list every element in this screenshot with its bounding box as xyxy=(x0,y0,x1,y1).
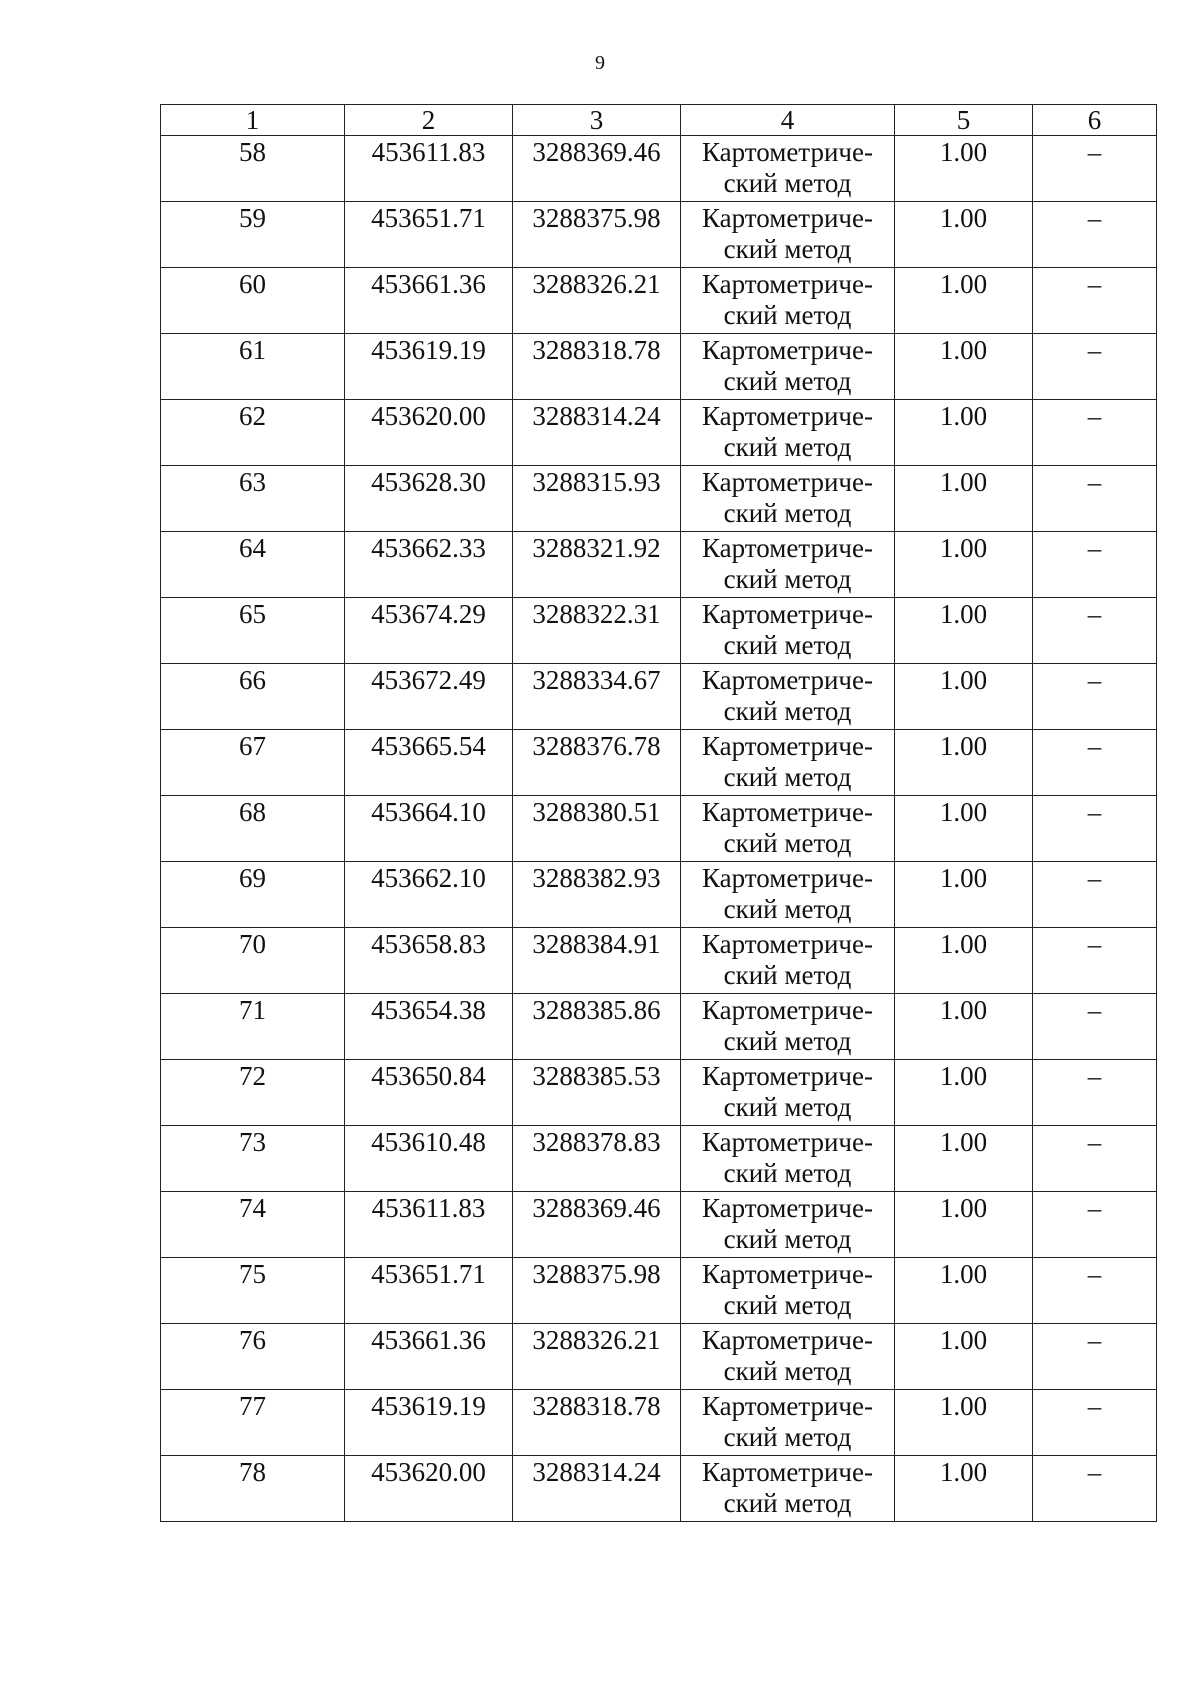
method-cell xyxy=(681,1456,895,1522)
coord-x-cell: 453628.30 xyxy=(345,466,513,532)
method-cell xyxy=(681,268,895,334)
coord-y-cell: 3288369.46 xyxy=(513,1192,681,1258)
coord-y-cell: 3288322.31 xyxy=(513,598,681,664)
coord-x-cell: 453619.19 xyxy=(345,1390,513,1456)
coord-y-cell: 3288384.91 xyxy=(513,928,681,994)
method-line-2: ский метод xyxy=(723,1488,852,1518)
accuracy-cell: 1.00 xyxy=(895,136,1033,202)
point-number-cell: 58 xyxy=(161,136,345,202)
point-number-cell: 63 xyxy=(161,466,345,532)
note-cell: – xyxy=(1033,1126,1157,1192)
header-col-1: 1 xyxy=(161,105,345,136)
accuracy-cell: 1.00 xyxy=(895,862,1033,928)
point-number-cell: 77 xyxy=(161,1390,345,1456)
method-line-2: ский метод xyxy=(723,234,852,264)
coord-x-cell: 453664.10 xyxy=(345,796,513,862)
accuracy-cell: 1.00 xyxy=(895,1192,1033,1258)
accuracy-cell: 1.00 xyxy=(895,268,1033,334)
coord-y-cell: 3288314.24 xyxy=(513,1456,681,1522)
point-number-cell: 60 xyxy=(161,268,345,334)
method-line-2: ский метод xyxy=(723,1422,852,1452)
method-cell xyxy=(681,334,895,400)
coord-y-cell: 3288380.51 xyxy=(513,796,681,862)
point-number-cell: 64 xyxy=(161,532,345,598)
coord-x-cell: 453672.49 xyxy=(345,664,513,730)
coordinates-table xyxy=(160,104,1157,1522)
method-line-1: Картометриче- xyxy=(702,665,873,695)
table-row xyxy=(161,334,1157,400)
table-row xyxy=(161,400,1157,466)
method-line-1: Картометриче- xyxy=(702,1325,873,1355)
point-number-cell: 67 xyxy=(161,730,345,796)
method-line-2: ский метод xyxy=(723,894,852,924)
method-cell xyxy=(681,796,895,862)
method-cell xyxy=(681,136,895,202)
method-line-1: Картометриче- xyxy=(702,203,873,233)
method-line-1: Картометриче- xyxy=(702,401,873,431)
note-cell: – xyxy=(1033,136,1157,202)
note-cell: – xyxy=(1033,1456,1157,1522)
header-col-6: 6 xyxy=(1033,105,1157,136)
coord-x-cell: 453661.36 xyxy=(345,268,513,334)
point-number-cell: 71 xyxy=(161,994,345,1060)
coord-y-cell: 3288326.21 xyxy=(513,268,681,334)
coord-y-cell: 3288385.86 xyxy=(513,994,681,1060)
coord-y-cell: 3288369.46 xyxy=(513,136,681,202)
table-row xyxy=(161,466,1157,532)
table-row xyxy=(161,532,1157,598)
method-line-2: ский метод xyxy=(723,1158,852,1188)
point-number-cell: 66 xyxy=(161,664,345,730)
accuracy-cell: 1.00 xyxy=(895,1456,1033,1522)
note-cell: – xyxy=(1033,862,1157,928)
method-line-1: Картометриче- xyxy=(702,335,873,365)
coord-y-cell: 3288321.92 xyxy=(513,532,681,598)
point-number-cell: 69 xyxy=(161,862,345,928)
accuracy-cell: 1.00 xyxy=(895,202,1033,268)
method-line-2: ский метод xyxy=(723,300,852,330)
method-line-1: Картометриче- xyxy=(702,533,873,563)
method-line-1: Картометриче- xyxy=(702,269,873,299)
method-line-1: Картометриче- xyxy=(702,797,873,827)
note-cell: – xyxy=(1033,1390,1157,1456)
accuracy-cell: 1.00 xyxy=(895,334,1033,400)
table-row xyxy=(161,1390,1157,1456)
table-row xyxy=(161,1456,1157,1522)
accuracy-cell: 1.00 xyxy=(895,928,1033,994)
method-cell xyxy=(681,532,895,598)
note-cell: – xyxy=(1033,1258,1157,1324)
method-line-2: ский метод xyxy=(723,1356,852,1386)
page-number: 9 xyxy=(595,52,605,74)
point-number-cell: 73 xyxy=(161,1126,345,1192)
coord-x-cell: 453650.84 xyxy=(345,1060,513,1126)
method-cell xyxy=(681,598,895,664)
note-cell: – xyxy=(1033,466,1157,532)
table-row xyxy=(161,796,1157,862)
method-cell xyxy=(681,730,895,796)
note-cell: – xyxy=(1033,1192,1157,1258)
method-cell xyxy=(681,664,895,730)
note-cell: – xyxy=(1033,202,1157,268)
coord-x-cell: 453619.19 xyxy=(345,334,513,400)
method-line-2: ский метод xyxy=(723,696,852,726)
method-line-1: Картометриче- xyxy=(702,467,873,497)
coord-y-cell: 3288334.67 xyxy=(513,664,681,730)
table-row xyxy=(161,730,1157,796)
method-line-1: Картометриче- xyxy=(702,995,873,1025)
coord-y-cell: 3288376.78 xyxy=(513,730,681,796)
table-row xyxy=(161,928,1157,994)
method-line-2: ский метод xyxy=(723,630,852,660)
coord-x-cell: 453620.00 xyxy=(345,400,513,466)
method-cell xyxy=(681,994,895,1060)
coord-x-cell: 453658.83 xyxy=(345,928,513,994)
coord-x-cell: 453661.36 xyxy=(345,1324,513,1390)
header-col-4: 4 xyxy=(681,105,895,136)
table-row xyxy=(161,994,1157,1060)
note-cell: – xyxy=(1033,400,1157,466)
accuracy-cell: 1.00 xyxy=(895,796,1033,862)
method-line-2: ский метод xyxy=(723,564,852,594)
coord-x-cell: 453611.83 xyxy=(345,136,513,202)
coord-y-cell: 3288378.83 xyxy=(513,1126,681,1192)
accuracy-cell: 1.00 xyxy=(895,1258,1033,1324)
method-line-1: Картометриче- xyxy=(702,137,873,167)
method-cell xyxy=(681,1324,895,1390)
point-number-cell: 72 xyxy=(161,1060,345,1126)
accuracy-cell: 1.00 xyxy=(895,730,1033,796)
accuracy-cell: 1.00 xyxy=(895,1324,1033,1390)
point-number-cell: 59 xyxy=(161,202,345,268)
method-line-1: Картометриче- xyxy=(702,731,873,761)
accuracy-cell: 1.00 xyxy=(895,664,1033,730)
method-line-2: ский метод xyxy=(723,762,852,792)
coord-y-cell: 3288375.98 xyxy=(513,202,681,268)
method-cell xyxy=(681,1258,895,1324)
method-line-2: ский метод xyxy=(723,366,852,396)
table-row xyxy=(161,136,1157,202)
header-col-3: 3 xyxy=(513,105,681,136)
coord-x-cell: 453674.29 xyxy=(345,598,513,664)
method-line-1: Картометриче- xyxy=(702,929,873,959)
coord-y-cell: 3288382.93 xyxy=(513,862,681,928)
method-cell xyxy=(681,862,895,928)
coord-y-cell: 3288315.93 xyxy=(513,466,681,532)
note-cell: – xyxy=(1033,664,1157,730)
note-cell: – xyxy=(1033,730,1157,796)
accuracy-cell: 1.00 xyxy=(895,994,1033,1060)
coord-y-cell: 3288314.24 xyxy=(513,400,681,466)
note-cell: – xyxy=(1033,1060,1157,1126)
accuracy-cell: 1.00 xyxy=(895,532,1033,598)
header-col-2: 2 xyxy=(345,105,513,136)
method-line-2: ский метод xyxy=(723,1290,852,1320)
method-line-1: Картометриче- xyxy=(702,1193,873,1223)
method-line-2: ский метод xyxy=(723,960,852,990)
method-cell xyxy=(681,1390,895,1456)
method-cell xyxy=(681,1126,895,1192)
point-number-cell: 70 xyxy=(161,928,345,994)
method-line-2: ский метод xyxy=(723,1026,852,1056)
table-row xyxy=(161,1258,1157,1324)
table-row xyxy=(161,1324,1157,1390)
accuracy-cell: 1.00 xyxy=(895,598,1033,664)
method-line-1: Картометриче- xyxy=(702,1457,873,1487)
table-row xyxy=(161,862,1157,928)
point-number-cell: 76 xyxy=(161,1324,345,1390)
note-cell: – xyxy=(1033,598,1157,664)
note-cell: – xyxy=(1033,268,1157,334)
coord-y-cell: 3288385.53 xyxy=(513,1060,681,1126)
table-row xyxy=(161,268,1157,334)
accuracy-cell: 1.00 xyxy=(895,1390,1033,1456)
point-number-cell: 65 xyxy=(161,598,345,664)
point-number-cell: 61 xyxy=(161,334,345,400)
accuracy-cell: 1.00 xyxy=(895,1060,1033,1126)
coord-x-cell: 453662.10 xyxy=(345,862,513,928)
coord-x-cell: 453651.71 xyxy=(345,202,513,268)
coord-x-cell: 453611.83 xyxy=(345,1192,513,1258)
accuracy-cell: 1.00 xyxy=(895,400,1033,466)
method-line-2: ский метод xyxy=(723,432,852,462)
coord-y-cell: 3288326.21 xyxy=(513,1324,681,1390)
accuracy-cell: 1.00 xyxy=(895,1126,1033,1192)
method-cell xyxy=(681,400,895,466)
point-number-cell: 75 xyxy=(161,1258,345,1324)
note-cell: – xyxy=(1033,532,1157,598)
note-cell: – xyxy=(1033,334,1157,400)
method-cell xyxy=(681,466,895,532)
method-line-1: Картометриче- xyxy=(702,1127,873,1157)
note-cell: – xyxy=(1033,994,1157,1060)
method-line-1: Картометриче- xyxy=(702,1061,873,1091)
method-cell xyxy=(681,202,895,268)
method-cell xyxy=(681,1060,895,1126)
coord-y-cell: 3288318.78 xyxy=(513,334,681,400)
header-row xyxy=(161,105,1157,136)
note-cell: – xyxy=(1033,796,1157,862)
coord-x-cell: 453610.48 xyxy=(345,1126,513,1192)
header-col-5: 5 xyxy=(895,105,1033,136)
point-number-cell: 68 xyxy=(161,796,345,862)
method-line-2: ский метод xyxy=(723,498,852,528)
coord-y-cell: 3288318.78 xyxy=(513,1390,681,1456)
coord-x-cell: 453620.00 xyxy=(345,1456,513,1522)
method-cell xyxy=(681,1192,895,1258)
method-line-2: ский метод xyxy=(723,828,852,858)
coord-x-cell: 453651.71 xyxy=(345,1258,513,1324)
coord-x-cell: 453665.54 xyxy=(345,730,513,796)
table-row xyxy=(161,1060,1157,1126)
method-line-1: Картометриче- xyxy=(702,599,873,629)
method-line-2: ский метод xyxy=(723,168,852,198)
coord-x-cell: 453662.33 xyxy=(345,532,513,598)
method-line-1: Картометриче- xyxy=(702,863,873,893)
method-line-2: ский метод xyxy=(723,1224,852,1254)
table-row xyxy=(161,202,1157,268)
note-cell: – xyxy=(1033,928,1157,994)
table-row xyxy=(161,664,1157,730)
method-line-1: Картометриче- xyxy=(702,1391,873,1421)
table-row xyxy=(161,1192,1157,1258)
table-row xyxy=(161,598,1157,664)
table-row xyxy=(161,1126,1157,1192)
accuracy-cell: 1.00 xyxy=(895,466,1033,532)
point-number-cell: 74 xyxy=(161,1192,345,1258)
point-number-cell: 78 xyxy=(161,1456,345,1522)
note-cell: – xyxy=(1033,1324,1157,1390)
coord-y-cell: 3288375.98 xyxy=(513,1258,681,1324)
point-number-cell: 62 xyxy=(161,400,345,466)
method-line-1: Картометриче- xyxy=(702,1259,873,1289)
method-line-2: ский метод xyxy=(723,1092,852,1122)
method-cell xyxy=(681,928,895,994)
coord-x-cell: 453654.38 xyxy=(345,994,513,1060)
